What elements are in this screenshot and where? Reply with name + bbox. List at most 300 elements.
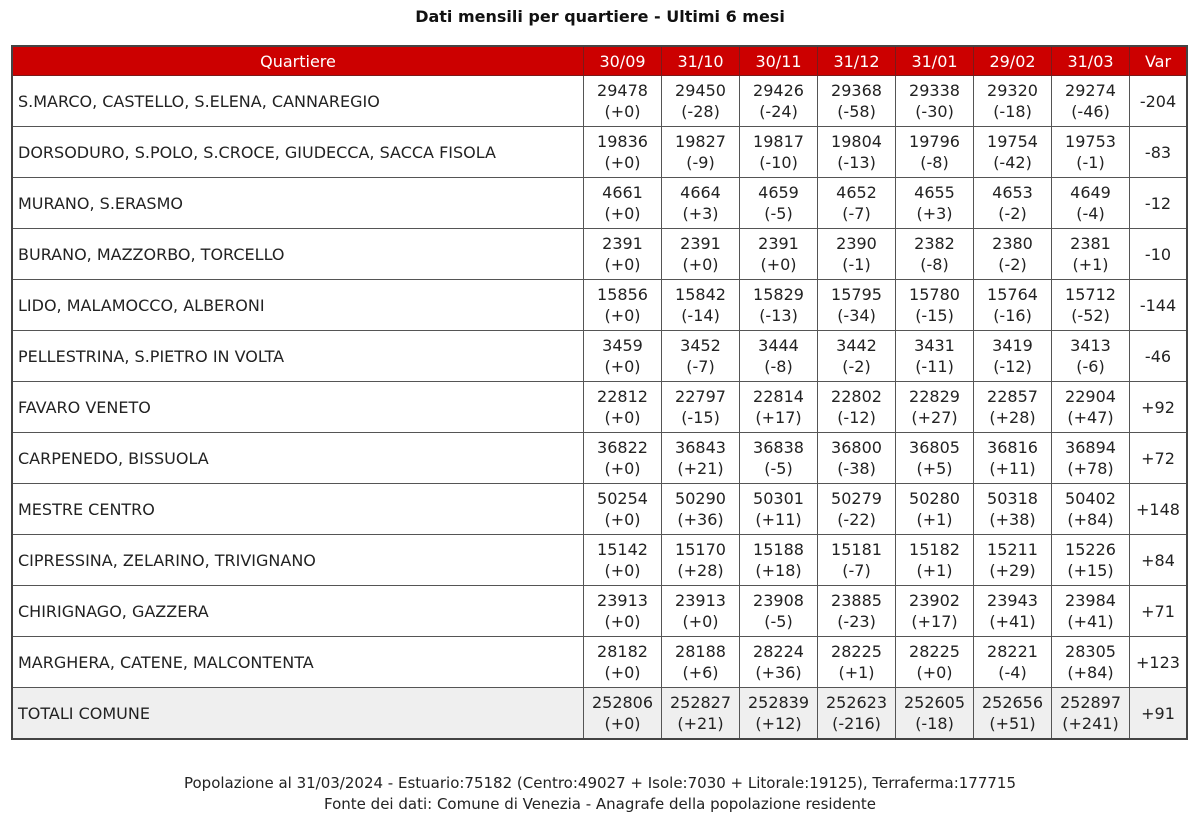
total-variation: +72	[1130, 433, 1188, 484]
population-value: 19754	[987, 132, 1038, 151]
population-cell	[584, 76, 662, 127]
population-value: 15226	[1065, 540, 1116, 559]
monthly-change: (-7)	[686, 357, 715, 376]
monthly-change: (+0)	[604, 663, 641, 682]
total-variation: -144	[1130, 280, 1188, 331]
population-value: 29450	[675, 81, 726, 100]
monthly-change: (-9)	[686, 153, 715, 172]
population-cell	[1052, 127, 1130, 178]
population-cell	[740, 535, 818, 586]
population-cell	[818, 331, 896, 382]
monthly-change: (-5)	[764, 459, 793, 478]
monthly-change: (-18)	[993, 102, 1032, 121]
monthly-change: (+21)	[677, 459, 724, 478]
monthly-change: (-58)	[837, 102, 876, 121]
population-value: 22797	[675, 387, 726, 406]
population-value: 36838	[753, 438, 804, 457]
population-value: 252806	[591, 693, 654, 712]
population-cell	[896, 178, 974, 229]
footer-data-source: Fonte dei dati: Comune di Venezia - Anagrafe della popolazione residente	[324, 795, 876, 813]
population-cell	[662, 586, 740, 637]
population-cell	[818, 178, 896, 229]
population-cell	[818, 637, 896, 688]
monthly-change: (+29)	[989, 561, 1036, 580]
population-value: 22812	[597, 387, 648, 406]
total-variation: -46	[1130, 331, 1188, 382]
population-cell	[740, 433, 818, 484]
monthly-change: (-12)	[837, 408, 876, 427]
population-value: 4661	[602, 183, 643, 202]
district-name: S.MARCO, CASTELLO, S.ELENA, CANNAREGIO	[12, 76, 584, 127]
monthly-change: (+0)	[604, 204, 641, 223]
population-cell	[818, 382, 896, 433]
monthly-change: (-15)	[681, 408, 720, 427]
column-header-date: 31/03	[1052, 46, 1130, 76]
monthly-change: (-5)	[764, 612, 793, 631]
population-cell	[1052, 433, 1130, 484]
population-cell	[818, 484, 896, 535]
population-value: 15211	[987, 540, 1038, 559]
population-value: 50254	[597, 489, 648, 508]
monthly-change: (+3)	[682, 204, 719, 223]
population-value: 50290	[675, 489, 726, 508]
monthly-change: (-15)	[915, 306, 954, 325]
population-cell	[896, 382, 974, 433]
table-row	[12, 637, 1187, 688]
monthly-change: (-46)	[1071, 102, 1110, 121]
monthly-change: (-1)	[1076, 153, 1105, 172]
monthly-change: (-7)	[842, 204, 871, 223]
population-cell	[896, 76, 974, 127]
population-value: 4649	[1070, 183, 1111, 202]
population-cell	[1052, 331, 1130, 382]
population-cell	[1052, 535, 1130, 586]
population-cell	[740, 637, 818, 688]
monthly-change: (-34)	[837, 306, 876, 325]
population-value: 3442	[836, 336, 877, 355]
monthly-change: (+5)	[916, 459, 953, 478]
population-value: 252827	[669, 693, 732, 712]
population-cell	[662, 178, 740, 229]
population-cell	[896, 229, 974, 280]
population-value: 252656	[981, 693, 1044, 712]
district-name: PELLESTRINA, S.PIETRO IN VOLTA	[12, 331, 584, 382]
population-cell	[896, 688, 974, 740]
district-name: MESTRE CENTRO	[12, 484, 584, 535]
population-value: 28224	[753, 642, 804, 661]
population-cell	[974, 637, 1052, 688]
population-value: 3452	[680, 336, 721, 355]
table-row	[12, 535, 1187, 586]
population-cell	[974, 586, 1052, 637]
monthly-change: (+0)	[604, 357, 641, 376]
monthly-change: (+0)	[916, 663, 953, 682]
population-value: 4652	[836, 183, 877, 202]
population-value: 19753	[1065, 132, 1116, 151]
population-cell	[740, 280, 818, 331]
population-cell	[974, 688, 1052, 740]
population-value: 36843	[675, 438, 726, 457]
monthly-change: (+0)	[682, 255, 719, 274]
monthly-change: (+241)	[1062, 714, 1119, 733]
total-variation: -12	[1130, 178, 1188, 229]
population-cell	[584, 433, 662, 484]
population-value: 19804	[831, 132, 882, 151]
population-cell	[896, 331, 974, 382]
population-cell	[662, 637, 740, 688]
monthly-change: (+0)	[760, 255, 797, 274]
population-cell	[584, 688, 662, 740]
population-cell	[584, 331, 662, 382]
column-header-date: 30/09	[584, 46, 662, 76]
monthly-change: (-38)	[837, 459, 876, 478]
table-header-row	[12, 46, 1187, 76]
monthly-change: (+78)	[1067, 459, 1114, 478]
table-row	[12, 178, 1187, 229]
population-cell	[1052, 382, 1130, 433]
population-value: 23913	[675, 591, 726, 610]
monthly-change: (-1)	[842, 255, 871, 274]
population-cell	[584, 535, 662, 586]
population-cell	[584, 637, 662, 688]
monthly-change: (+6)	[682, 663, 719, 682]
monthly-change: (+38)	[989, 510, 1036, 529]
column-header-date: 31/01	[896, 46, 974, 76]
population-cell	[896, 586, 974, 637]
total-variation: -10	[1130, 229, 1188, 280]
population-cell	[584, 178, 662, 229]
monthly-change: (+0)	[604, 153, 641, 172]
population-cell	[740, 76, 818, 127]
population-table	[11, 45, 1188, 740]
population-value: 15712	[1065, 285, 1116, 304]
population-value: 36816	[987, 438, 1038, 457]
population-value: 29338	[909, 81, 960, 100]
population-value: 22829	[909, 387, 960, 406]
footer	[0, 773, 1200, 815]
monthly-change: (-5)	[764, 204, 793, 223]
monthly-change: (+0)	[604, 306, 641, 325]
monthly-change: (+41)	[1067, 612, 1114, 631]
population-cell	[584, 484, 662, 535]
total-variation: +123	[1130, 637, 1188, 688]
monthly-change: (-4)	[1076, 204, 1105, 223]
population-cell	[818, 433, 896, 484]
table-row	[12, 76, 1187, 127]
population-cell	[740, 178, 818, 229]
population-cell	[818, 586, 896, 637]
population-cell	[740, 127, 818, 178]
population-value: 3444	[758, 336, 799, 355]
district-name: MARGHERA, CATENE, MALCONTENTA	[12, 637, 584, 688]
population-value: 2391	[758, 234, 799, 253]
population-value: 2391	[602, 234, 643, 253]
monthly-change: (+11)	[755, 510, 802, 529]
table-row	[12, 331, 1187, 382]
monthly-change: (+0)	[604, 255, 641, 274]
population-value: 22814	[753, 387, 804, 406]
population-value: 28188	[675, 642, 726, 661]
monthly-change: (-6)	[1076, 357, 1105, 376]
population-value: 19796	[909, 132, 960, 151]
district-name: FAVARO VENETO	[12, 382, 584, 433]
district-name: CHIRIGNAGO, GAZZERA	[12, 586, 584, 637]
population-value: 29478	[597, 81, 648, 100]
population-cell	[662, 535, 740, 586]
monthly-change: (+28)	[677, 561, 724, 580]
total-variation: -83	[1130, 127, 1188, 178]
population-value: 15795	[831, 285, 882, 304]
population-cell	[896, 484, 974, 535]
monthly-change: (+3)	[916, 204, 953, 223]
population-cell	[1052, 178, 1130, 229]
population-value: 28182	[597, 642, 648, 661]
population-value: 50402	[1065, 489, 1116, 508]
population-cell	[662, 433, 740, 484]
district-name: TOTALI COMUNE	[12, 688, 584, 740]
page-title: Dati mensili per quartiere - Ultimi 6 mesi	[415, 7, 785, 26]
monthly-change: (+51)	[989, 714, 1036, 733]
monthly-change: (-2)	[998, 255, 1027, 274]
population-cell	[584, 127, 662, 178]
population-value: 36800	[831, 438, 882, 457]
population-cell	[818, 127, 896, 178]
population-cell	[740, 688, 818, 740]
monthly-change: (+1)	[1072, 255, 1109, 274]
total-variation: +84	[1130, 535, 1188, 586]
population-value: 252897	[1059, 693, 1122, 712]
table-row	[12, 433, 1187, 484]
population-value: 22904	[1065, 387, 1116, 406]
population-cell	[1052, 229, 1130, 280]
population-value: 19836	[597, 132, 648, 151]
population-value: 23885	[831, 591, 882, 610]
monthly-change: (+36)	[677, 510, 724, 529]
population-value: 4655	[914, 183, 955, 202]
table-body	[12, 76, 1187, 740]
monthly-change: (+21)	[677, 714, 724, 733]
population-value: 3431	[914, 336, 955, 355]
population-value: 4653	[992, 183, 1033, 202]
total-variation: -204	[1130, 76, 1188, 127]
population-value: 50301	[753, 489, 804, 508]
total-variation: +71	[1130, 586, 1188, 637]
table-row	[12, 229, 1187, 280]
population-value: 15856	[597, 285, 648, 304]
population-cell	[1052, 637, 1130, 688]
monthly-change: (+15)	[1067, 561, 1114, 580]
district-name: BURANO, MAZZORBO, TORCELLO	[12, 229, 584, 280]
column-header-date: 30/11	[740, 46, 818, 76]
population-value: 22857	[987, 387, 1038, 406]
population-cell	[1052, 586, 1130, 637]
population-value: 28225	[831, 642, 882, 661]
monthly-change: (-18)	[915, 714, 954, 733]
monthly-change: (+0)	[604, 561, 641, 580]
population-value: 50318	[987, 489, 1038, 508]
table-row	[12, 586, 1187, 637]
population-cell	[974, 535, 1052, 586]
total-variation: +92	[1130, 382, 1188, 433]
monthly-change: (-11)	[915, 357, 954, 376]
population-cell	[1052, 484, 1130, 535]
monthly-change: (-42)	[993, 153, 1032, 172]
population-value: 36822	[597, 438, 648, 457]
column-header-date: 29/02	[974, 46, 1052, 76]
monthly-change: (-13)	[837, 153, 876, 172]
monthly-change: (+17)	[911, 612, 958, 631]
population-cell	[662, 382, 740, 433]
population-value: 15170	[675, 540, 726, 559]
population-cell	[974, 229, 1052, 280]
population-value: 15181	[831, 540, 882, 559]
population-cell	[662, 688, 740, 740]
population-value: 252605	[903, 693, 966, 712]
monthly-change: (+0)	[604, 459, 641, 478]
monthly-change: (+27)	[911, 408, 958, 427]
population-value: 50280	[909, 489, 960, 508]
population-value: 252839	[747, 693, 810, 712]
monthly-change: (-30)	[915, 102, 954, 121]
monthly-change: (-4)	[998, 663, 1027, 682]
monthly-change: (-2)	[842, 357, 871, 376]
population-cell	[584, 229, 662, 280]
monthly-change: (+0)	[604, 510, 641, 529]
population-value: 29274	[1065, 81, 1116, 100]
population-cell	[1052, 76, 1130, 127]
table-row	[12, 280, 1187, 331]
monthly-change: (+47)	[1067, 408, 1114, 427]
population-cell	[974, 280, 1052, 331]
population-cell	[740, 229, 818, 280]
monthly-change: (-8)	[764, 357, 793, 376]
population-cell	[974, 382, 1052, 433]
monthly-change: (-8)	[920, 255, 949, 274]
population-cell	[818, 76, 896, 127]
population-cell	[740, 484, 818, 535]
population-cell	[974, 484, 1052, 535]
monthly-change: (-12)	[993, 357, 1032, 376]
monthly-change: (-8)	[920, 153, 949, 172]
population-cell	[818, 535, 896, 586]
population-value: 29368	[831, 81, 882, 100]
monthly-change: (+12)	[755, 714, 802, 733]
population-value: 29320	[987, 81, 1038, 100]
monthly-change: (+36)	[755, 663, 802, 682]
population-value: 22802	[831, 387, 882, 406]
population-value: 23913	[597, 591, 648, 610]
population-cell	[818, 280, 896, 331]
monthly-change: (+1)	[916, 510, 953, 529]
population-cell	[974, 178, 1052, 229]
column-header-quartiere: Quartiere	[12, 46, 584, 76]
population-cell	[662, 484, 740, 535]
population-value: 29426	[753, 81, 804, 100]
population-cell	[818, 229, 896, 280]
monthly-change: (+41)	[989, 612, 1036, 631]
population-value: 2391	[680, 234, 721, 253]
population-value: 2380	[992, 234, 1033, 253]
monthly-change: (-216)	[832, 714, 881, 733]
population-value: 28221	[987, 642, 1038, 661]
population-cell	[974, 76, 1052, 127]
population-value: 2381	[1070, 234, 1111, 253]
population-cell	[1052, 688, 1130, 740]
monthly-change: (-13)	[759, 306, 798, 325]
district-name: MURANO, S.ERASMO	[12, 178, 584, 229]
monthly-change: (+18)	[755, 561, 802, 580]
population-value: 15780	[909, 285, 960, 304]
population-value: 2390	[836, 234, 877, 253]
population-value: 28225	[909, 642, 960, 661]
population-value: 4659	[758, 183, 799, 202]
population-value: 23908	[753, 591, 804, 610]
footer-population-summary: Popolazione al 31/03/2024 - Estuario:75182 (Centro:49027 + Isole:7030 + Litorale:19125), Terraferma:177715	[183, 774, 1017, 792]
district-name: DORSODURO, S.POLO, S.CROCE, GIUDECCA, SACCA FISOLA	[12, 127, 584, 178]
total-variation: +148	[1130, 484, 1188, 535]
population-cell	[974, 127, 1052, 178]
population-value: 23902	[909, 591, 960, 610]
column-header-date: 31/12	[818, 46, 896, 76]
population-cell	[896, 433, 974, 484]
population-cell	[896, 535, 974, 586]
monthly-change: (-2)	[998, 204, 1027, 223]
population-value: 36805	[909, 438, 960, 457]
monthly-change: (+84)	[1067, 663, 1114, 682]
table-row	[12, 127, 1187, 178]
monthly-change: (-7)	[842, 561, 871, 580]
population-value: 2382	[914, 234, 955, 253]
monthly-change: (-22)	[837, 510, 876, 529]
monthly-change: (+0)	[604, 102, 641, 121]
monthly-change: (-24)	[759, 102, 798, 121]
population-cell	[818, 688, 896, 740]
population-value: 23943	[987, 591, 1038, 610]
monthly-change: (+0)	[604, 408, 641, 427]
population-cell	[662, 229, 740, 280]
monthly-change: (+17)	[755, 408, 802, 427]
district-name: LIDO, MALAMOCCO, ALBERONI	[12, 280, 584, 331]
population-value: 3459	[602, 336, 643, 355]
monthly-change: (-28)	[681, 102, 720, 121]
monthly-change: (+0)	[604, 612, 641, 631]
population-value: 15182	[909, 540, 960, 559]
monthly-change: (+0)	[604, 714, 641, 733]
population-value: 36894	[1065, 438, 1116, 457]
population-cell	[662, 331, 740, 382]
population-value: 15764	[987, 285, 1038, 304]
total-row	[12, 688, 1187, 740]
monthly-change: (+0)	[682, 612, 719, 631]
population-value: 23984	[1065, 591, 1116, 610]
population-cell	[584, 280, 662, 331]
monthly-change: (+11)	[989, 459, 1036, 478]
population-value: 28305	[1065, 642, 1116, 661]
monthly-change: (+1)	[838, 663, 875, 682]
population-cell	[1052, 280, 1130, 331]
monthly-change: (+1)	[916, 561, 953, 580]
population-cell	[662, 280, 740, 331]
table-row	[12, 382, 1187, 433]
column-header-var: Var	[1130, 46, 1188, 76]
population-value: 15142	[597, 540, 648, 559]
population-cell	[584, 382, 662, 433]
monthly-change: (+28)	[989, 408, 1036, 427]
monthly-change: (-14)	[681, 306, 720, 325]
population-cell	[896, 127, 974, 178]
population-cell	[974, 331, 1052, 382]
population-value: 3419	[992, 336, 1033, 355]
